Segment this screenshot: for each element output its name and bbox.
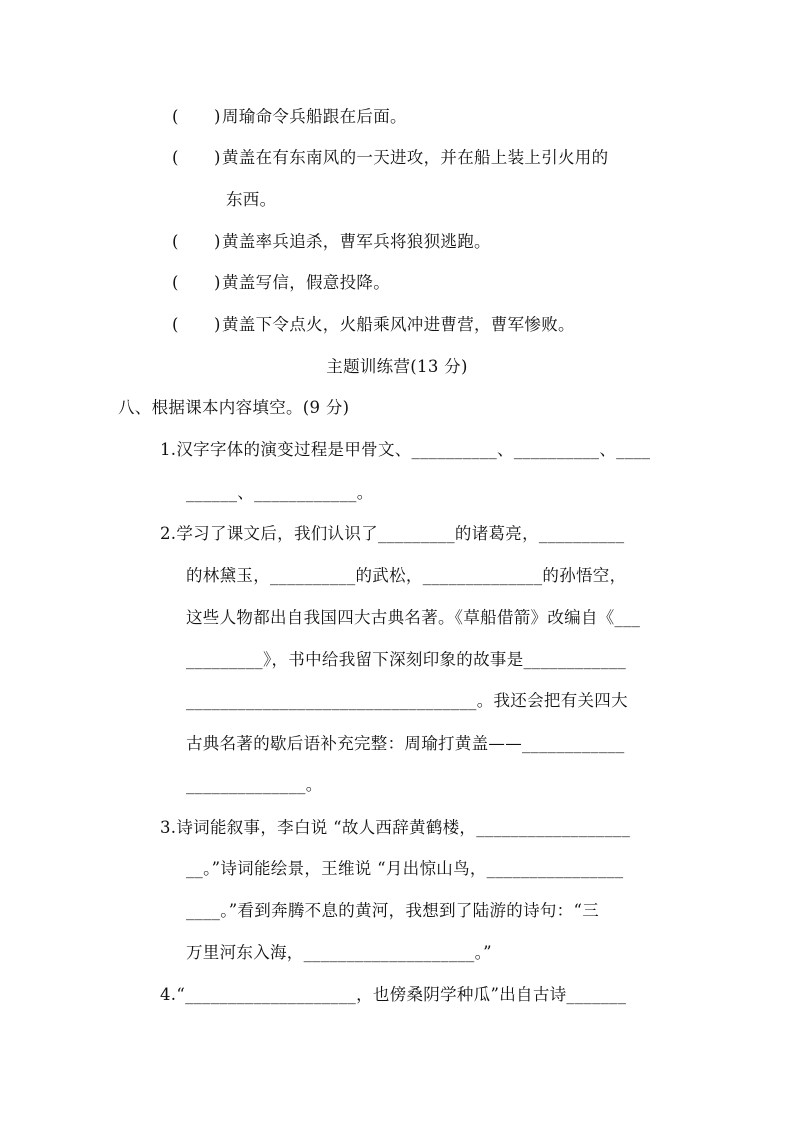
answer-paren-close: ) [214,232,221,251]
question-line: 这些人物都出自我国四大古典名著。《草船借箭》改编自《___ [186,608,641,627]
question-line: ______________。 [186,775,323,794]
question-line: 2.学习了课文后，我们认识了_________的诸葛亮，__________ [160,524,625,543]
answer-paren-close: ) [214,107,221,126]
answer-paren-close: ) [214,273,221,292]
question-line: 万里河东入海，____________________。” [186,943,492,962]
order-item-continuation: 东西。 [226,190,277,209]
answer-paren-open: ( [172,273,179,292]
answer-paren-close: ) [214,315,221,334]
order-item-text: 黄盖写信，假意投降。 [222,273,390,292]
order-item-text: 黄盖率兵追杀，曹军兵将狼狈逃跑。 [222,232,491,251]
question-line: 3.诗词能叙事，李白说 “故人西辞黄鹤楼，__________________ [160,818,631,837]
order-item-text: 周瑜命令兵船跟在后面。 [222,107,407,126]
question-line: 古典名著的歇后语补充完整：周瑜打黄盖——____________ [186,734,625,753]
order-item-text: 黄盖在有东南风的一天进攻，并在船上装上引火用的 [222,148,609,167]
question-line: 4.“____________________，也傍桑阴学种瓜”出自古诗_______ [160,985,627,1004]
order-item-text: 黄盖下令点火，火船乘风冲进曹营，曹军惨败。 [222,315,575,334]
answer-paren-open: ( [172,232,179,251]
question-line: 的林黛玉，__________的武松，______________的孙悟空， [186,566,627,585]
answer-paren-open: ( [172,315,179,334]
question-line: __。”诗词能绘景，王维说 “月出惊山鸟，________________ [186,859,624,878]
section-title: 主题训练营(13 分) [326,357,468,376]
question-line: ____。”看到奔腾不息的黄河，我想到了陆游的诗句：“三 [186,901,600,920]
answer-paren-close: ) [214,148,221,167]
question-line: ______、____________。 [186,483,374,502]
question-heading: 八、根据课本内容填空。(9 分) [118,398,350,417]
question-line: 1.汉字字体的演变过程是甲骨文、__________、__________、____ [160,440,651,459]
question-line: __________________________________。我还会把有关四大 [186,691,628,710]
question-line: _________》，书中给我留下深刻印象的故事是____________ [186,650,627,669]
answer-paren-open: ( [172,107,179,126]
answer-paren-open: ( [172,148,179,167]
